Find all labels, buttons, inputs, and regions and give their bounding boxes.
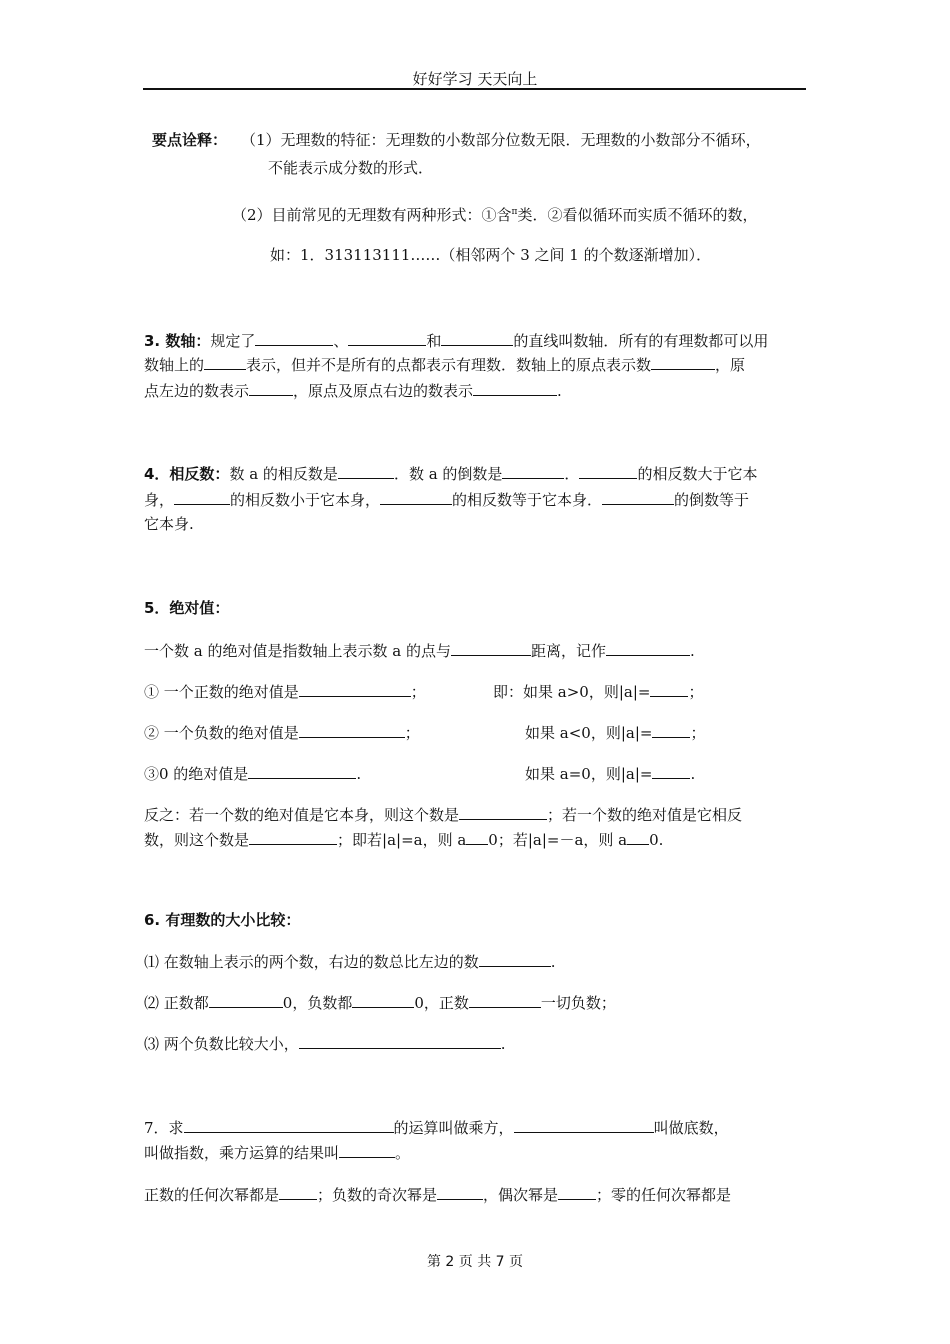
s5-text: 如果 a=0，则|a|= <box>525 765 653 783</box>
s6-item-1 <box>144 951 556 972</box>
s4-line-1 <box>144 463 757 484</box>
blank <box>204 354 246 370</box>
s6-text: . <box>550 953 556 971</box>
s7-text: 叫做指数，乘方运算的结果叫 <box>144 1144 340 1162</box>
blank <box>339 1142 395 1158</box>
page-footer: 第 2 页 共 7 页 <box>426 1254 524 1270</box>
s6-title: 6. 有理数的大小比较： <box>144 911 301 929</box>
s7-text: ；负数的奇次幂是 <box>317 1186 438 1204</box>
s5-title: 5．绝对值： <box>144 599 230 617</box>
notes-p2a-before: （2）目前常见的无理数有两种形式：①含 <box>232 206 512 224</box>
s5-text: 数，则这个数是 <box>144 831 250 849</box>
blank <box>602 489 674 505</box>
s6-text: ⑵ 正数都 <box>144 994 209 1012</box>
s6-item-3 <box>144 1033 506 1054</box>
s3-text: . <box>557 382 562 400</box>
blank <box>479 951 551 967</box>
s4-text: ．数 a 的倒数是 <box>393 465 503 483</box>
s7-text: ，偶次幂是 <box>483 1186 559 1204</box>
s5-text: ① 一个正数的绝对值是 <box>144 683 299 701</box>
s5-rule-1 <box>144 681 426 702</box>
blank <box>579 463 637 479</box>
s7-text: 。 <box>395 1144 411 1162</box>
s7-text: 的运算叫做乘方， <box>393 1119 514 1137</box>
s6-text: 一切负数； <box>540 994 616 1012</box>
blank <box>380 489 452 505</box>
s5-text: ； <box>688 683 704 701</box>
blank <box>502 463 564 479</box>
s6-text: ⑶ 两个负数比较大小， <box>144 1035 299 1053</box>
s4-text: 的倒数等于 <box>674 491 750 509</box>
s5-text: 即：如果 a>0，则|a|= <box>493 683 651 701</box>
s5-text: ； <box>410 683 426 701</box>
s5-text: 如果 a<0，则|a|= <box>525 724 653 742</box>
s4-text: 的相反数大于它本 <box>637 465 758 483</box>
s5-text: ③0 的绝对值是 <box>144 765 249 783</box>
blank <box>627 829 649 845</box>
s5-text: ； <box>690 724 706 742</box>
s7-line-1 <box>144 1117 729 1138</box>
s3-text: ，原 <box>715 356 746 374</box>
s5-text: . <box>356 765 362 783</box>
s5-rule-3-formula <box>525 763 695 784</box>
blank <box>466 829 488 845</box>
s3-text: 、 <box>333 332 349 350</box>
s5-rule-3 <box>144 763 361 784</box>
blank <box>606 640 690 656</box>
s3-text: 点左边的数表示 <box>144 382 250 400</box>
s5-inverse-1 <box>144 804 742 825</box>
s3-line-3 <box>144 380 562 401</box>
s4-text: 身， <box>144 491 175 509</box>
s3-text: ，原点及原点右边的数表示 <box>293 382 474 400</box>
blank <box>299 681 411 697</box>
blank <box>650 681 688 697</box>
header-rule <box>143 88 806 90</box>
blank <box>348 330 426 346</box>
s3-line-2 <box>144 354 745 375</box>
blank <box>279 1184 317 1200</box>
s7-text: ；零的任何次幂都是 <box>596 1186 732 1204</box>
s7-line-3 <box>144 1184 731 1205</box>
s3-text: 和 <box>426 332 442 350</box>
blank <box>248 763 356 779</box>
s4-text: 数 a 的相反数是 <box>229 465 338 483</box>
blank <box>209 992 283 1008</box>
blank <box>451 640 531 656</box>
s4-line-3: 它本身. <box>144 515 194 533</box>
s6-text: ⑴ 在数轴上表示的两个数，右边的数总比左边的数 <box>144 953 479 971</box>
blank <box>441 330 513 346</box>
s7-text: 叫做底数， <box>653 1119 729 1137</box>
s5-inverse-2 <box>144 829 663 850</box>
notes-label: 要点诠释： <box>152 131 228 149</box>
blank <box>459 804 547 820</box>
blank <box>184 1117 394 1133</box>
s5-rule-1-formula <box>493 681 703 702</box>
notes-p2a-after: 类．②看似循环而实质不循环的数， <box>517 206 758 224</box>
blank <box>473 380 557 396</box>
s5-text: ；即若|a|=a，则 a <box>337 831 467 849</box>
s7-text: 正数的任何次幂都是 <box>144 1186 280 1204</box>
s5-text: ② 一个负数的绝对值是 <box>144 724 299 742</box>
s6-text: 0，负数都 <box>282 994 353 1012</box>
blank <box>249 829 337 845</box>
s3-title: 3. 数轴： <box>144 332 211 350</box>
s3-line-1 <box>144 330 768 351</box>
page-header: 好好学习 天天向上 <box>412 70 538 88</box>
s5-text: 0. <box>649 831 664 849</box>
s3-text: 数轴上的 <box>144 356 205 374</box>
s7-text: 7．求 <box>144 1119 184 1137</box>
s5-definition <box>144 640 695 661</box>
s6-text: 0，正数 <box>414 994 469 1012</box>
blank <box>514 1117 654 1133</box>
blank <box>255 330 333 346</box>
s3-text: 表示，但并不是所有的点都表示有理数．数轴上的原点表示数 <box>246 356 652 374</box>
blank <box>352 992 414 1008</box>
blank <box>174 489 230 505</box>
blank <box>299 1033 501 1049</box>
notes-line-2 <box>232 202 757 225</box>
s4-text: 的相反数等于它本身． <box>452 491 603 509</box>
blank <box>249 380 293 396</box>
s5-rule-2-formula <box>525 722 705 743</box>
s4-line-2 <box>144 489 749 510</box>
s5-text: . <box>690 765 696 783</box>
s5-text: ；若一个数的绝对值是它相反 <box>547 806 743 824</box>
s4-text: ． <box>564 465 580 483</box>
s5-text: 反之：若一个数的绝对值是它本身，则这个数是 <box>144 806 460 824</box>
s4-text: 的相反数小于它本身， <box>230 491 381 509</box>
blank <box>558 1184 596 1200</box>
blank <box>652 763 690 779</box>
notes-line-1 <box>152 130 761 150</box>
s5-text: ； <box>404 724 420 742</box>
s5-rule-2 <box>144 722 420 743</box>
blank <box>437 1184 483 1200</box>
s5-text: . <box>689 642 695 660</box>
blank <box>651 354 715 370</box>
s7-line-2 <box>144 1142 410 1163</box>
s3-text: 规定了 <box>210 332 256 350</box>
notes-p2b: 如：1．313113111……（相邻两个 3 之间 1 的个数逐渐增加）． <box>270 246 712 264</box>
s5-text: 0；若|a|=－a，则 a <box>488 831 628 849</box>
s3-text: 的直线叫数轴．所有的有理数都可以用 <box>513 332 769 350</box>
s6-text: . <box>500 1035 506 1053</box>
notes-p1a: （1）无理数的特征：无理数的小数部分位数无限．无理数的小数部分不循环， <box>241 131 761 149</box>
blank <box>299 722 405 738</box>
pi-symbol: π <box>511 207 518 217</box>
blank <box>469 992 541 1008</box>
blank <box>338 463 394 479</box>
s5-text: 一个数 a 的绝对值是指数轴上表示数 a 的点与 <box>144 642 451 660</box>
blank <box>652 722 690 738</box>
notes-p1b: 不能表示成分数的形式． <box>268 159 434 177</box>
s6-item-2 <box>144 992 616 1013</box>
s4-title: 4．相反数： <box>144 465 230 483</box>
s5-text: 距离，记作 <box>530 642 606 660</box>
